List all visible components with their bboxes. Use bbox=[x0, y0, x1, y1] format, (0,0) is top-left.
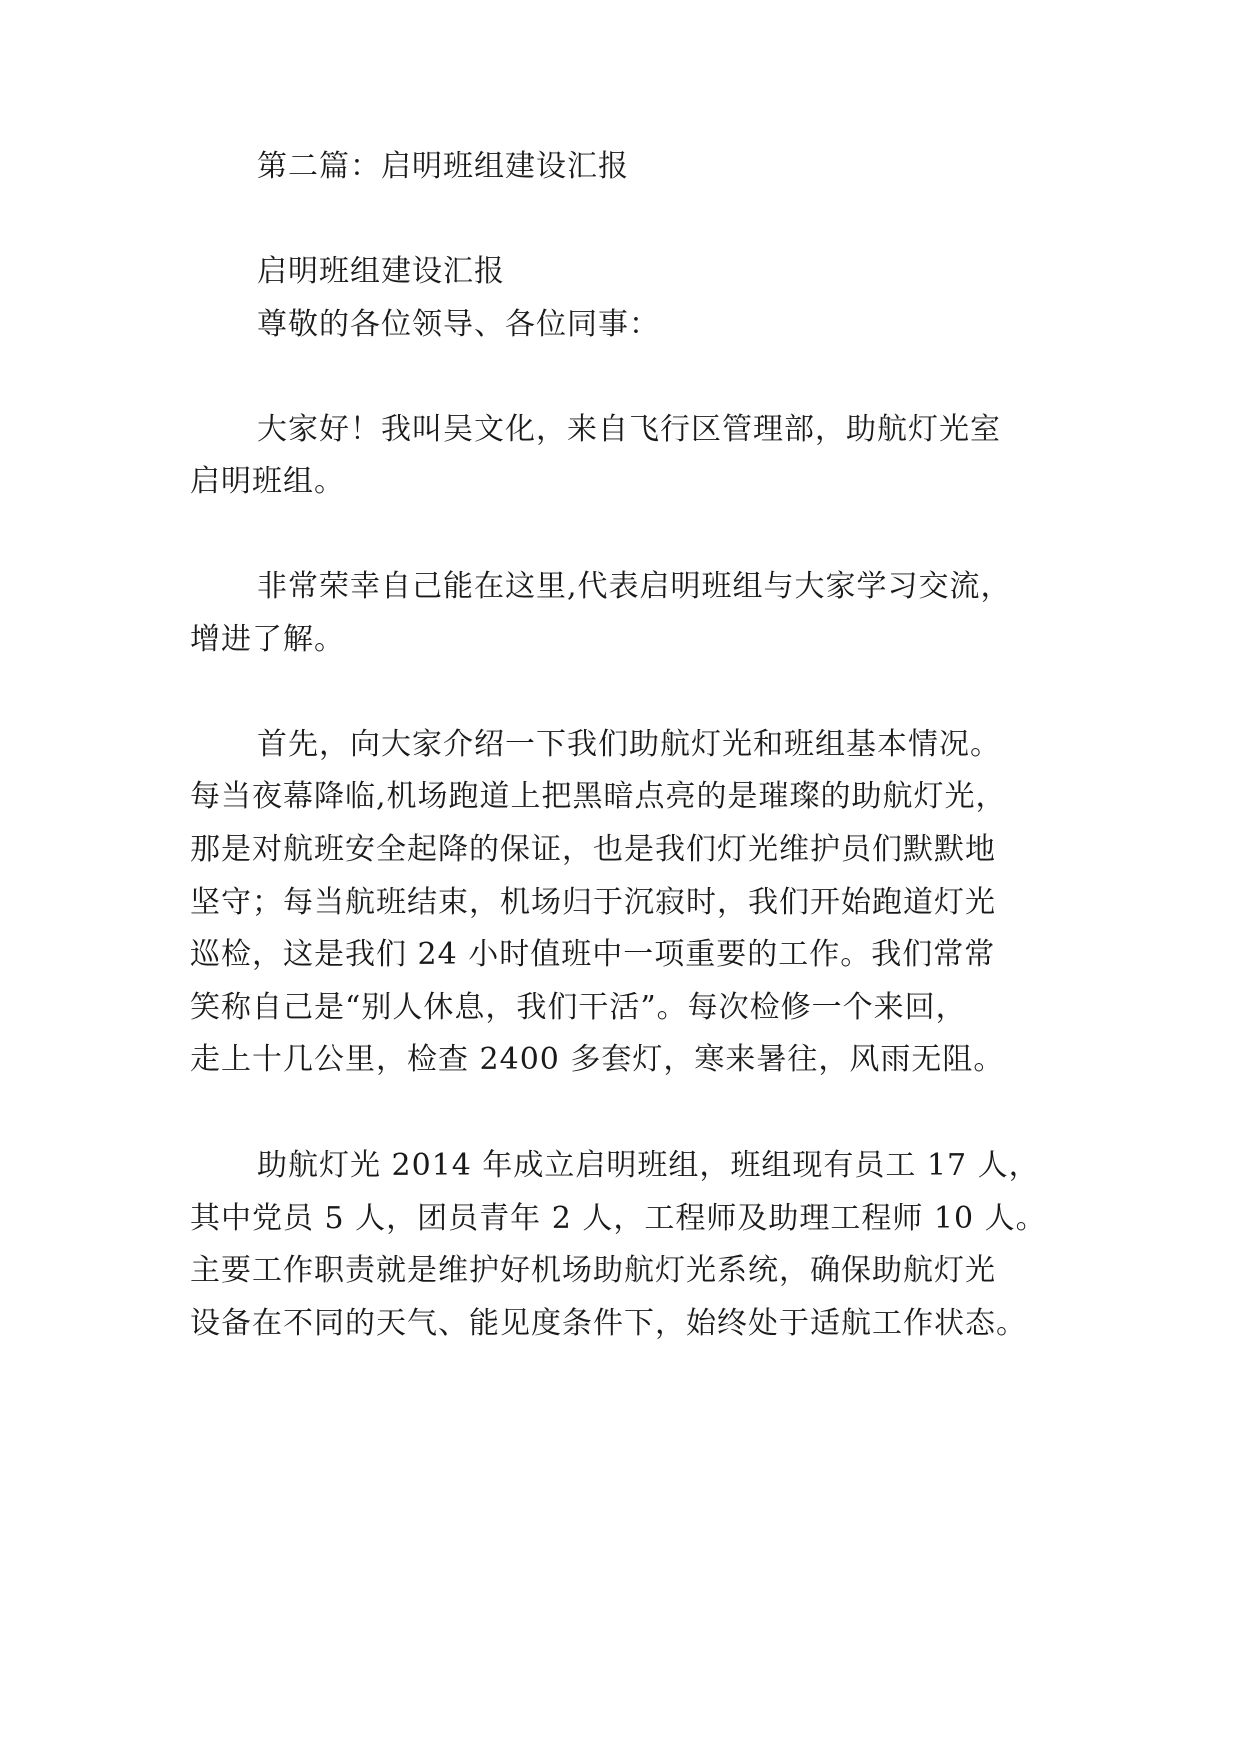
paragraph-line: 每当夜幕降临,机场跑道上把黑暗点亮的是璀璨的助航灯光， bbox=[190, 779, 1007, 814]
paragraph-line: 坚守；每当航班结束，机场归于沉寂时，我们开始跑道灯光 bbox=[190, 885, 996, 920]
paragraph-line: 非常荣幸自己能在这里,代表启明班组与大家学习交流， bbox=[257, 569, 1012, 604]
paragraph-line: 大家好！我叫吴文化，来自飞行区管理部，助航灯光室 bbox=[257, 412, 1001, 447]
paragraph-line: 那是对航班安全起降的保证，也是我们灯光维护员们默默地 bbox=[190, 832, 996, 867]
document-subtitle: 启明班组建设汇报 bbox=[257, 254, 505, 289]
paragraph-line: 笑称自己是“别人休息，我们干活”。每次检修一个来回， bbox=[190, 990, 967, 1025]
paragraph-line: 主要工作职责就是维护好机场助航灯光系统，确保助航灯光 bbox=[190, 1253, 996, 1288]
paragraph-line: 其中党员 5 人，团员青年 2 人，工程师及助理工程师 10 人。 bbox=[190, 1201, 1047, 1236]
paragraph-line: 设备在不同的天气、能见度条件下，始终处于适航工作状态。 bbox=[190, 1306, 1027, 1341]
paragraph-line: 启明班组。 bbox=[190, 464, 345, 499]
salutation: 尊敬的各位领导、各位同事： bbox=[257, 307, 660, 342]
document-heading: 第二篇：启明班组建设汇报 bbox=[257, 149, 629, 184]
paragraph-line: 巡检，这是我们 24 小时值班中一项重要的工作。我们常常 bbox=[190, 937, 996, 972]
paragraph-line: 助航灯光 2014 年成立启明班组，班组现有员工 17 人， bbox=[257, 1148, 1040, 1183]
paragraph-line: 走上十几公里，检查 2400 多套灯，寒来暑往，风雨无阻。 bbox=[190, 1042, 1005, 1077]
paragraph-line: 首先，向大家介绍一下我们助航灯光和班组基本情况。 bbox=[257, 727, 1001, 762]
paragraph-line: 增进了解。 bbox=[190, 622, 345, 657]
